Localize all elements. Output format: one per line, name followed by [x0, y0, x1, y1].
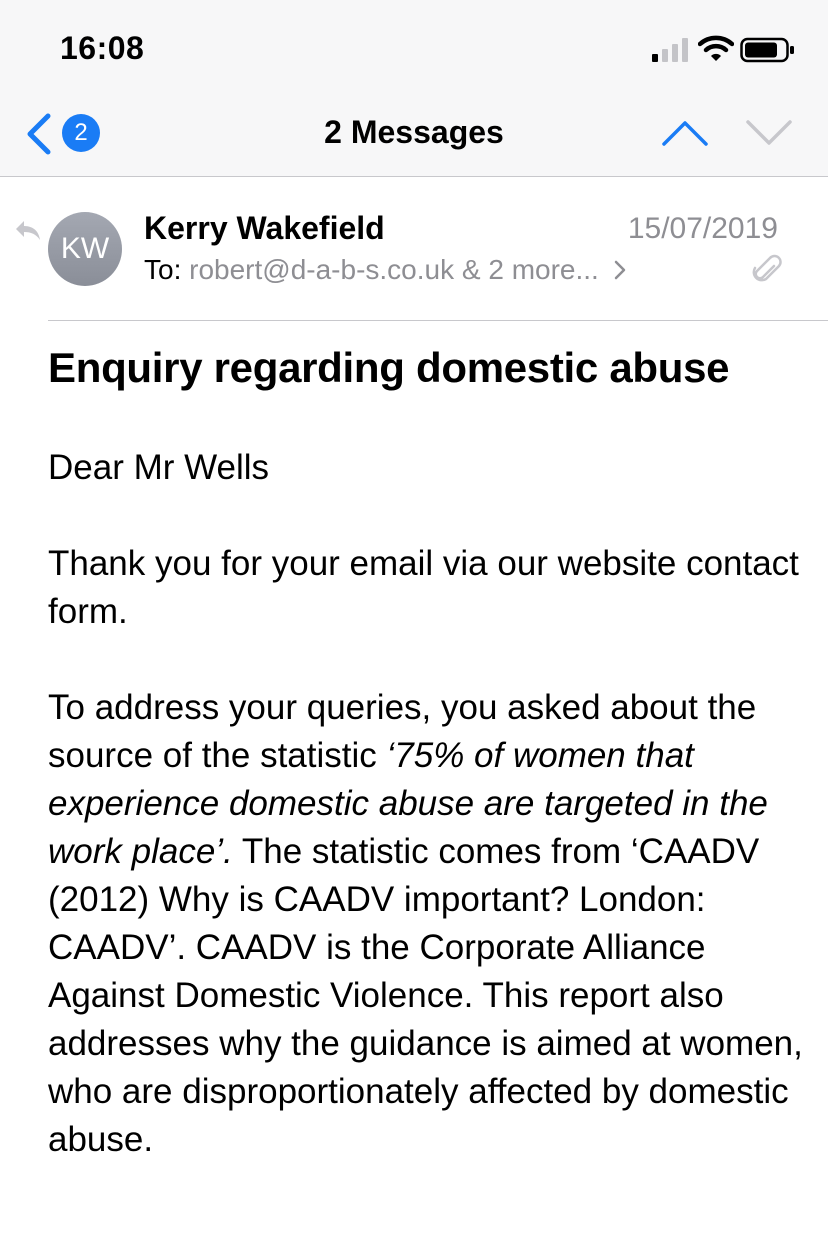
- to-label: To:: [144, 254, 182, 285]
- paragraph-2-continued: The statistic comes from ‘CAADV (2012) Why is CAADV important? London: CAADV’. CAADV is the Corporate Alliance Against Domestic Violence. This report also addresses why the guidance is aimed at women, who are disproportionately affected by domestic abuse.: [48, 832, 803, 1159]
- message-subject: Enquiry regarding domestic abuse: [48, 344, 730, 391]
- chevron-up-icon[interactable]: [660, 118, 710, 148]
- message-body: [48, 444, 808, 1212]
- nav-divider: [0, 176, 828, 177]
- chevron-right-icon[interactable]: [613, 259, 627, 281]
- nav-title: 2 Messages: [324, 114, 504, 150]
- unread-count-badge[interactable]: 2: [62, 114, 100, 152]
- body-paragraph-1: Thank you for your email via our website contact form.: [48, 544, 799, 631]
- wifi-icon: [698, 34, 734, 62]
- recipients[interactable]: robert@d-a-b-s.co.uk & 2 more...: [189, 254, 599, 285]
- recipients-row[interactable]: [144, 254, 627, 286]
- top-bar: [0, 0, 828, 176]
- greeting: Dear Mr Wells: [48, 448, 270, 487]
- avatar: KW: [48, 212, 122, 286]
- battery-icon: [740, 36, 796, 64]
- paperclip-icon: [752, 254, 782, 288]
- statistic-quote: ‘75% of women that experience domestic abuse are targeted in the work place’.: [48, 736, 768, 871]
- paragraph-2-text: To address your queries, you asked about the source of the statistic: [48, 688, 757, 775]
- signal-icon: [652, 38, 692, 62]
- header-divider: [48, 320, 828, 321]
- chevron-down-icon[interactable]: [744, 118, 794, 148]
- message-date: 15/07/2019: [627, 212, 778, 245]
- sender-name[interactable]: Kerry Wakefield: [144, 210, 385, 246]
- body-paragraph-2: [48, 684, 808, 1164]
- status-time: 16:08: [60, 30, 145, 66]
- reply-icon: [14, 218, 42, 242]
